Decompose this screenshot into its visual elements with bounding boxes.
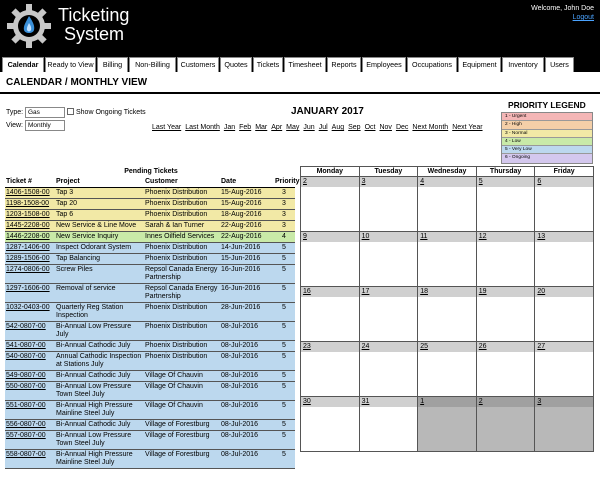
welcome-text: Welcome, John Doe [531,5,594,12]
ticket-link[interactable]: 541-0807-00 [6,342,46,349]
day-number-link[interactable]: 4 [418,177,476,187]
table-row[interactable] [5,221,295,232]
ticket-link[interactable]: 540-0807-00 [6,353,46,360]
legend-item: 5 - Very Low [502,146,592,154]
nav-link-dec[interactable]: Dec [395,124,409,131]
nav-link-sep[interactable]: Sep [348,124,361,131]
calendar-day-cell[interactable] [535,342,594,396]
day-number-link[interactable]: 5 [477,177,535,187]
pending-tickets-title: Pending Tickets [124,168,178,175]
header-priority: Priority [275,178,300,185]
cell-customer: Repsol Canada Energy Partnership [145,285,218,300]
cell-date: 18-Aug-2016 [221,211,262,218]
cell-project: Tap 3 [56,189,74,196]
monthly-calendar [300,166,594,452]
ticket-link[interactable]: 542-0807-00 [6,323,46,330]
cell-priority: 5 [282,255,286,262]
cell-customer: Phoenix Distribution [145,189,208,196]
table-row[interactable] [5,341,295,352]
day-number-link[interactable]: 25 [418,342,476,352]
nav-link-next-year[interactable]: Next Year [452,124,483,131]
day-number-link[interactable]: 1 [418,397,476,407]
tab-customers[interactable]: Customers [177,57,219,72]
table-row[interactable] [5,254,295,265]
table-row[interactable] [5,401,295,420]
cell-customer: Innes Oilfield Services [145,233,215,240]
table-row[interactable] [5,199,295,210]
legend-title: PRIORITY LEGEND [508,100,586,110]
calendar-day-cell[interactable] [418,287,477,341]
cell-priority: 5 [282,451,286,458]
table-row[interactable] [5,431,295,450]
cell-project: Bi-Annual Low Pressure Town Steel July [56,432,132,447]
day-number-link[interactable]: 12 [477,232,535,242]
view-label: View: [6,122,23,129]
cell-project: Tap 6 [56,211,74,218]
calendar-week [300,287,594,342]
cell-project: Bi-Annual Cathodic July [56,421,131,428]
cell-priority: 5 [282,266,286,273]
cell-date: 22-Aug-2016 [221,233,262,240]
table-row[interactable] [5,232,295,243]
tab-occupations[interactable]: Occupations [407,57,457,72]
tab-tickets[interactable]: Tickets [253,57,283,72]
ticket-link[interactable]: 551-0807-00 [6,402,46,409]
month-title: JANUARY 2017 [291,106,364,117]
cell-date: 08-Jul-2016 [221,451,258,458]
day-number-link[interactable]: 20 [535,287,593,297]
cell-project: Annual Cathodic Inspection at Stations July [56,353,142,368]
calendar-day-cell[interactable] [477,342,536,396]
calendar-day-cell[interactable] [301,397,360,451]
nav-link-next-month[interactable]: Next Month [412,124,449,131]
calendar-day-cell[interactable] [360,342,419,396]
cell-priority: 5 [282,342,286,349]
cell-customer: Phoenix Distribution [145,304,208,311]
nav-link-apr[interactable]: Apr [271,124,283,131]
ticket-link[interactable]: 1297-1606-00 [6,285,50,292]
cell-priority: 5 [282,353,286,360]
ongoing-label: Show Ongoing Tickets [76,109,146,116]
tab-equipment[interactable]: Equipment [458,57,501,72]
calendar-day-cell[interactable] [477,232,536,286]
cell-customer: Village of Forestburg [145,432,210,439]
ticket-link[interactable]: 1446-2208-00 [6,233,50,240]
cell-customer: Village Of Chauvin [145,372,203,379]
nav-link-nov[interactable]: Nov [379,124,392,131]
table-row[interactable] [5,382,295,401]
cell-project: Screw Piles [56,266,93,273]
nav-link-oct[interactable]: Oct [364,124,376,131]
calendar-day-headers [300,166,594,177]
table-row[interactable] [5,188,295,199]
ticket-link[interactable]: 1445-2208-00 [6,222,50,229]
cell-date: 15-Aug-2016 [221,200,262,207]
header-ticket: Ticket # [6,178,32,185]
cell-date: 16-Jun-2016 [221,285,261,292]
cell-project: Tap Balancing [56,255,100,262]
cell-priority: 5 [282,383,286,390]
priority-legend [501,112,593,164]
cell-project: Tap 20 [56,200,78,207]
table-row[interactable] [5,284,295,303]
day-number-link[interactable]: 10 [360,232,418,242]
app-title-line2: System [64,24,125,44]
ticket-link[interactable]: 550-0807-00 [6,383,46,390]
day-number-link[interactable]: 26 [477,342,535,352]
cell-project: Inspect Odorant System [56,244,132,251]
ongoing-checkbox[interactable] [67,108,74,115]
cell-priority: 3 [282,189,286,196]
cell-date: 08-Jul-2016 [221,432,258,439]
ticket-link[interactable]: 1287-1406-00 [6,244,50,251]
cell-date: 08-Jul-2016 [221,323,258,330]
day-header-thursday: Thursday [477,167,536,176]
type-select[interactable]: Gas [25,107,65,118]
tab-billing[interactable]: Billing [97,57,128,72]
day-number-link[interactable]: 19 [477,287,535,297]
header-customer: Customer [145,178,178,185]
cell-date: 08-Jul-2016 [221,372,258,379]
day-number-link[interactable]: 31 [360,397,418,407]
cell-customer: Phoenix Distribution [145,200,208,207]
cell-priority: 4 [282,233,286,240]
nav-link-jan[interactable]: Jan [223,124,236,131]
ticket-link[interactable]: 1203-1508-00 [6,211,50,218]
cell-date: 08-Jul-2016 [221,421,258,428]
cell-priority: 5 [282,304,286,311]
calendar-day-cell[interactable] [477,287,536,341]
cell-date: 08-Jul-2016 [221,353,258,360]
ticket-link[interactable]: 1406-1508-00 [6,189,50,196]
legend-item: 4 - Low [502,138,592,146]
day-header-wednesday: Wednesday [418,167,477,176]
cell-customer: Phoenix Distribution [145,323,208,330]
header-date: Date [221,178,237,185]
cell-priority: 5 [282,285,286,292]
tab-inventory[interactable]: Inventory [502,57,544,72]
cell-customer: Phoenix Distribution [145,211,208,218]
table-row[interactable] [5,352,295,371]
cell-project: New Service & Line Move [56,222,137,229]
day-number-link[interactable]: 3 [535,397,593,407]
tab-ready-to-view[interactable]: Ready to View [45,57,96,72]
ticket-link[interactable]: 549-0807-00 [6,372,46,379]
day-number-link[interactable]: 17 [360,287,418,297]
table-row[interactable] [5,371,295,382]
day-number-link[interactable]: 2 [477,397,535,407]
ticket-link[interactable]: 556-0807-00 [6,421,46,428]
cell-project: Bi-Annual High Pressure Mainline Steel July [56,402,133,417]
day-number-link[interactable]: 6 [535,177,593,187]
app-title [58,6,129,44]
cell-priority: 5 [282,323,286,330]
tab-users[interactable]: Users [545,57,574,72]
cell-customer: Phoenix Distribution [145,244,208,251]
calendar-day-cell[interactable] [535,177,594,231]
view-select[interactable]: Monthly [25,120,65,131]
user-welcome [531,4,594,22]
cell-project: Bi-Annual High Pressure Mainline Steel July [56,451,133,466]
cell-project: Quarterly Reg Station Inspection [56,304,124,319]
pending-table-body [5,188,295,469]
nav-link-mar[interactable]: Mar [255,124,268,131]
cell-priority: 3 [282,211,286,218]
title-divider [0,92,600,94]
day-header-monday: Monday [301,167,360,176]
calendar-week [300,177,594,232]
cell-date: 08-Jul-2016 [221,402,258,409]
cell-date: 28-Jun-2016 [221,304,261,311]
ticket-link[interactable]: 558-0807-00 [6,451,46,458]
cell-customer: Village of Forestburg [145,421,210,428]
cell-customer: Village Of Chauvin [145,402,203,409]
type-label: Type: [6,109,24,116]
calendar-week [300,397,594,452]
cell-priority: 5 [282,244,286,251]
nav-link-aug[interactable]: Aug [331,124,345,131]
calendar-day-cell[interactable] [477,177,536,231]
cell-project: Bi-Annual Cathodic July [56,342,131,349]
cell-date: 22-Aug-2016 [221,222,262,229]
calendar-weeks [300,177,594,452]
day-number-link[interactable]: 13 [535,232,593,242]
cell-priority: 5 [282,372,286,379]
tab-timesheet[interactable]: Timesheet [284,57,326,72]
legend-item: 2 - High [502,121,592,129]
cell-customer: Phoenix Distribution [145,353,208,360]
tab-calendar[interactable]: Calendar [2,57,44,72]
cell-priority: 3 [282,200,286,207]
gear-flame-logo-icon [6,3,52,49]
calendar-day-cell[interactable] [301,342,360,396]
day-number-link[interactable]: 9 [301,232,359,242]
cell-priority: 5 [282,402,286,409]
table-row[interactable] [5,243,295,254]
nav-link-last-month[interactable]: Last Month [185,124,220,131]
calendar-week [300,232,594,287]
header-project: Project [56,178,80,185]
cell-priority: 3 [282,222,286,229]
table-row[interactable] [5,450,295,469]
cell-date: 14-Jun-2016 [221,244,261,251]
calendar-day-cell[interactable] [418,397,477,451]
table-row[interactable] [5,303,295,322]
cell-customer: Village Of Chauvin [145,383,203,390]
ticket-link[interactable]: 1198-1508-00 [6,200,50,207]
cell-priority: 5 [282,432,286,439]
legend-item: 3 - Normal [502,130,592,138]
page-title: CALENDAR / MONTHLY VIEW [6,77,148,88]
app-title-line1: Ticketing [58,5,130,25]
day-number-link[interactable]: 24 [360,342,418,352]
calendar-day-cell[interactable] [535,232,594,286]
table-row[interactable] [5,420,295,431]
calendar-day-cell[interactable] [360,177,419,231]
calendar-day-cell[interactable] [301,232,360,286]
calendar-day-cell[interactable] [301,177,360,231]
cell-date: 08-Jul-2016 [221,342,258,349]
table-row[interactable] [5,322,295,341]
cell-project: Bi-Annual Low Pressure Town Steel July [56,383,132,398]
day-number-link[interactable]: 23 [301,342,359,352]
calendar-day-cell[interactable] [418,232,477,286]
cell-date: 15-Aug-2016 [221,189,262,196]
calendar-day-cell[interactable] [535,397,594,451]
day-number-link[interactable]: 18 [418,287,476,297]
day-number-link[interactable]: 16 [301,287,359,297]
legend-item: 1 - Urgent [502,113,592,121]
nav-link-jun[interactable]: Jun [303,124,315,131]
day-number-link[interactable]: 3 [360,177,418,187]
day-number-link[interactable]: 2 [301,177,359,187]
cell-customer: Phoenix Distribution [145,342,208,349]
pending-tickets-table [5,178,300,469]
calendar-day-cell[interactable] [535,287,594,341]
tab-non-billing[interactable]: Non-Billing [129,57,176,72]
calendar-day-cell[interactable] [360,287,419,341]
table-row[interactable] [5,210,295,221]
nav-link-may[interactable]: May [286,124,300,131]
ticket-link[interactable]: 1032-0403-00 [6,304,50,311]
nav-link-feb[interactable]: Feb [239,124,252,131]
cell-project: Bi-Annual Cathodic July [56,372,131,379]
tab-employees[interactable]: Employees [362,57,406,72]
main-tabs [0,55,600,72]
pending-table-header [5,178,300,188]
calendar-day-cell[interactable] [477,397,536,451]
legend-item: 6 - Ongoing [502,154,592,162]
day-number-link[interactable]: 27 [535,342,593,352]
cell-customer: Repsol Canada Energy Partnership [145,266,218,281]
ticket-link[interactable]: 1289-1506-00 [6,255,50,262]
month-navigation [152,124,487,131]
table-row[interactable] [5,265,295,284]
tab-reports[interactable]: Reports [327,57,361,72]
cell-date: 16-Jun-2016 [221,266,261,273]
calendar-week [300,342,594,397]
nav-link-jul[interactable]: Jul [318,124,328,131]
ticket-link[interactable]: 557-0807-00 [6,432,46,439]
day-number-link[interactable]: 30 [301,397,359,407]
day-header-tuesday: Tuesday [360,167,419,176]
day-header-friday: Friday [553,168,575,175]
app-header [0,0,600,55]
nav-link-last-year[interactable]: Last Year [152,124,182,131]
cell-date: 15-Jun-2016 [221,255,261,262]
logout-link[interactable]: Logout [572,14,594,21]
cell-customer: Sarah & Ian Turner [145,222,205,229]
calendar-day-cell[interactable] [360,232,419,286]
cell-project: New Service Inquiry [56,233,119,240]
tab-quotes[interactable]: Quotes [220,57,252,72]
calendar-day-cell[interactable] [360,397,419,451]
cell-priority: 5 [282,421,286,428]
cell-project: Bi-Annual Low Pressure July [56,323,132,338]
cell-customer: Phoenix Distribution [145,255,208,262]
ticket-link[interactable]: 1274-0806-00 [6,266,50,273]
calendar-day-cell[interactable] [418,177,477,231]
calendar-day-cell[interactable] [418,342,477,396]
cell-customer: Village of Forestburg [145,451,210,458]
calendar-day-cell[interactable] [301,287,360,341]
day-number-link[interactable]: 11 [418,232,476,242]
cell-project: Removal of service [56,285,116,292]
cell-date: 08-Jul-2016 [221,383,258,390]
